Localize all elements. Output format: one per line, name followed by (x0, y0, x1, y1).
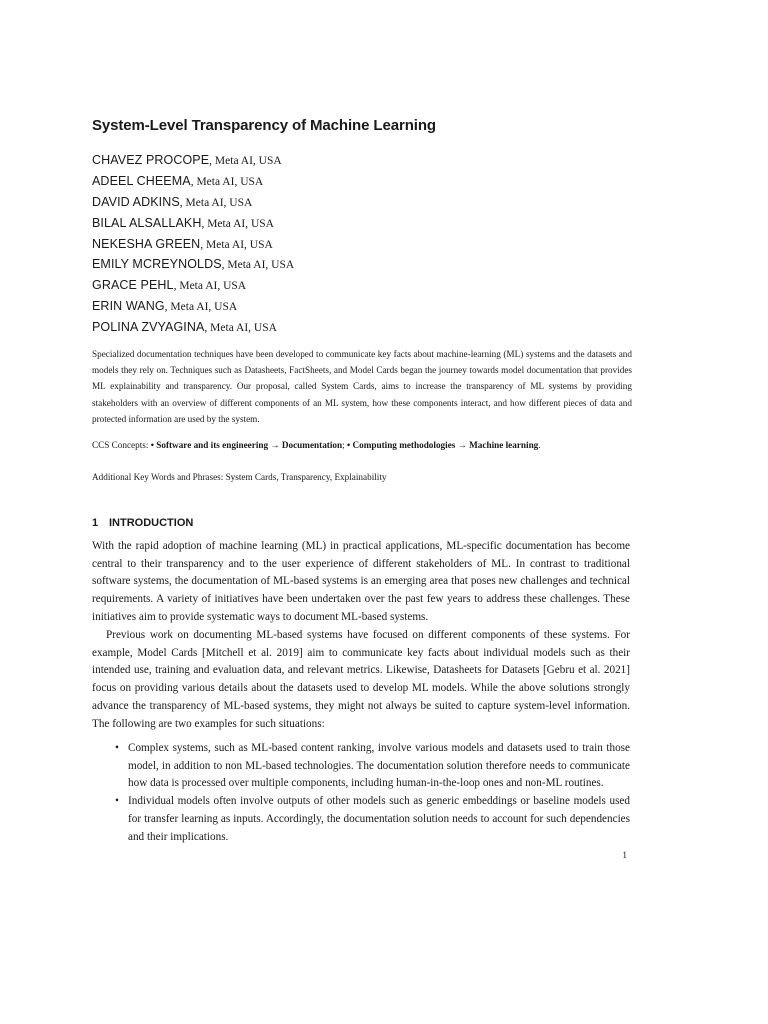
author-affiliation: , Meta AI, USA (221, 259, 295, 272)
section-heading (92, 517, 193, 529)
author-name: EMILY MCREYNOLDS (92, 257, 222, 272)
list-item (115, 740, 630, 793)
ccs-separator: ; (342, 440, 347, 450)
author-name: BILAL ALSALLAKH (92, 215, 202, 230)
list-item-text: Complex systems, such as ML-based content ranking, involve various models and datasets used to train those model, in addition to non ML-based technologies. The documentation solution therefore needs to communicate how data is processed over multiple components, including human-in-the-loop ones and non-ML routines. (128, 742, 630, 790)
author-name: ADEEL CHEEMA (92, 173, 191, 188)
bullet-icon: • (115, 742, 119, 754)
body-paragraph: Previous work on documenting ML-based systems have focused on different components of these systems. For example, Model Cards [Mitchell et al. 2019] aim to communicate key facts about individual models such as their intended use, training and evaluation data, and relevant metrics. Likewise, Datasheets for Datasets [Gebru et al. 2021] focus on providing various details about the datasets used to develop ML models. While the above solutions strongly advance the transparency of ML-based systems, they might not always be suited to capture system-level information. The following are two examples for such situations: (92, 629, 630, 730)
author-entry (92, 171, 294, 192)
author-entry (92, 150, 294, 171)
author-affiliation: , Meta AI, USA (201, 217, 274, 230)
page-number: 1 (622, 850, 627, 860)
ccs-concept: Software and its engineering → Documentation (153, 440, 343, 450)
author-affiliation: , Meta AI, USA (200, 238, 273, 251)
author-name: NEKESHA GREEN (92, 236, 201, 251)
author-affiliation: , Meta AI, USA (164, 301, 238, 314)
author-name: DAVID ADKINS (92, 194, 180, 209)
abstract: Specialized documentation techniques have been developed to communicate key facts about machine-learning (ML) systems and the datasets and models they rely on. Techniques such as Datasheets, FactSheets, and Model Cards began the journey towards model documentation that provides ML explainability and transparency. Our proposal, called System Cards, aims to increase the transparency of ML systems by providing stakeholders with an overview of different components of an ML system, how these components interact, and how different pieces of data and protected information are used by the system. (92, 349, 632, 424)
paper-title: System-Level Transparency of Machine Learning (92, 117, 436, 134)
body-paragraph: With the rapid adoption of machine learning (ML) in practical applications, ML-specific documentation has become central to their transparency and to the user experience of different stakeholders of ML. In contrast to traditional software systems, the documentation of ML-based systems is an emerging area that poses new challenges and technical requirements. A variety of initiatives have been undertaken over the past few years to address these challenges. These initiatives aim to provide systematic ways to document ML-based systems. (92, 540, 630, 623)
list-item-text: Individual models often involve outputs of other models such as generic embeddings or baseline models used for transfer learning as inputs. Accordingly, the documentation solution needs to account for such dependencies and their implications. (128, 795, 630, 843)
author-entry (92, 234, 294, 255)
author-affiliation: , Meta AI, USA (179, 196, 253, 209)
ccs-bullet: • (346, 440, 351, 450)
ccs-concept: Computing methodologies → Machine learning (350, 440, 539, 450)
author-entry (92, 192, 294, 213)
author-name: POLINA ZVYAGINA (92, 320, 205, 335)
author-affiliation: , Meta AI, USA (204, 322, 277, 335)
author-name: GRACE PEHL (92, 278, 174, 293)
author-affiliation: , Meta AI, USA (209, 155, 282, 167)
section-title: INTRODUCTION (109, 517, 194, 529)
ccs-bullet: • (150, 440, 154, 450)
ccs-concepts (92, 440, 541, 450)
author-affiliation: , Meta AI, USA (173, 280, 247, 293)
author-list (92, 150, 294, 338)
author-entry (92, 254, 294, 275)
author-name: CHAVEZ PROCOPE (92, 153, 210, 167)
bullet-icon: • (115, 795, 119, 808)
author-name: ERIN WANG (92, 299, 165, 314)
author-entry (92, 213, 294, 234)
ccs-label: CCS Concepts: (92, 440, 151, 450)
list-item (115, 793, 630, 846)
author-entry (92, 317, 294, 338)
bullet-list (115, 740, 630, 846)
author-affiliation: , Meta AI, USA (190, 175, 264, 188)
keywords: Additional Key Words and Phrases: System Cards, Transparency, Explainability (92, 472, 387, 482)
author-entry (92, 275, 294, 296)
section-number: 1 (92, 517, 99, 529)
author-entry (92, 296, 294, 317)
ccs-end: . (538, 440, 541, 450)
paper-page (92, 0, 630, 1024)
